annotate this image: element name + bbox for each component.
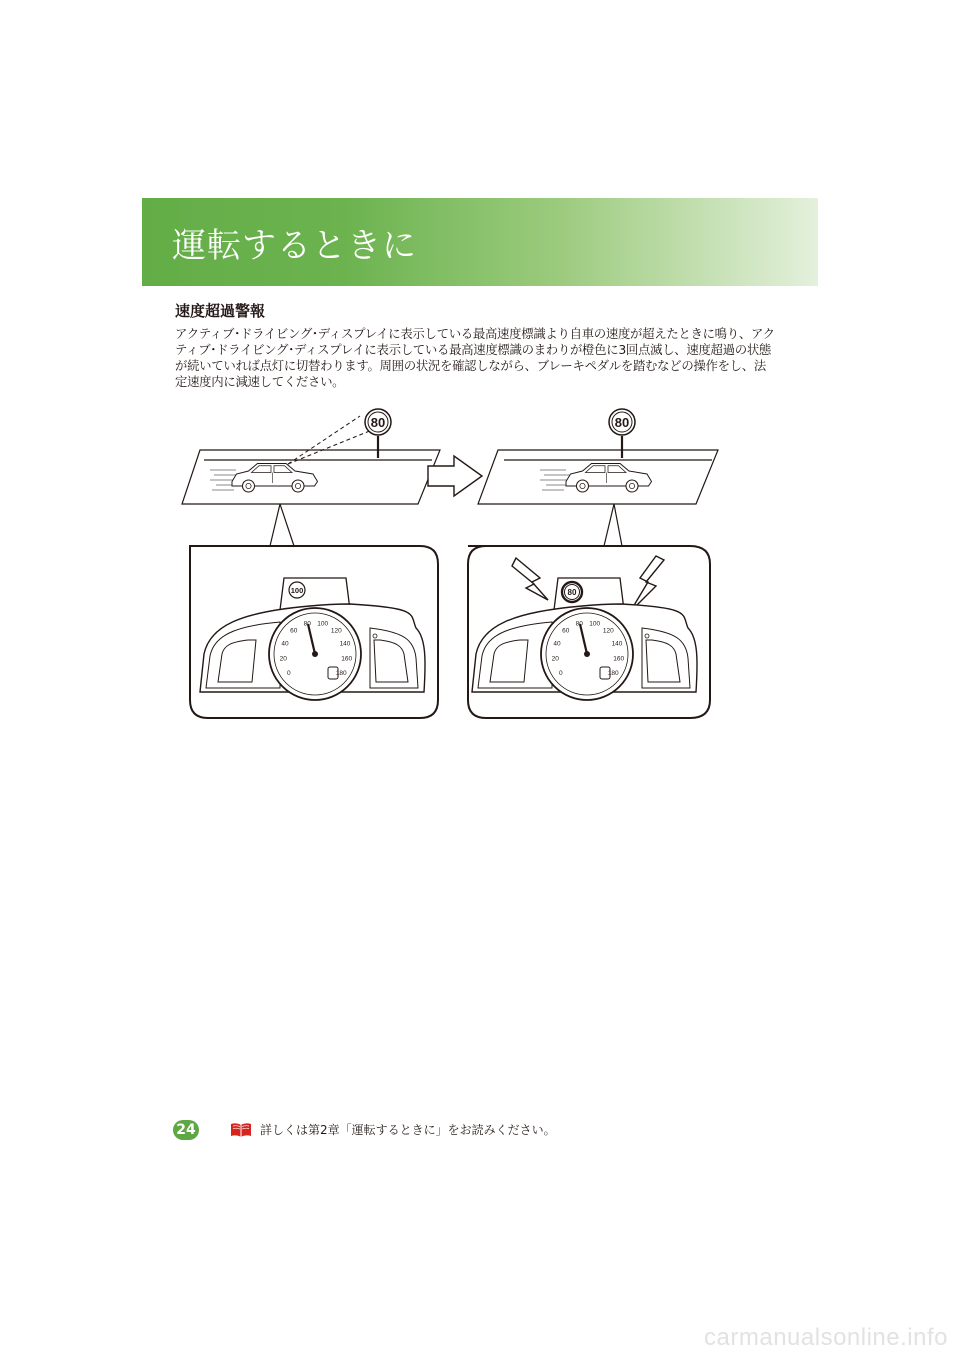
- speedometer-tick-label: 20: [551, 655, 559, 663]
- speedometer-tick-label: 100: [589, 620, 601, 628]
- road-sign-text-after: 80: [614, 415, 630, 430]
- chapter-title: 運転するときに: [172, 226, 417, 266]
- speedometer-tick-label: 180: [335, 669, 347, 677]
- speedometer-tick-label: 80: [303, 620, 311, 628]
- road-scene-before: [182, 409, 440, 546]
- display-sign-text-before: 100: [290, 586, 304, 595]
- speedometer-tick-label: 120: [330, 627, 342, 635]
- road-sign-text: 80: [370, 415, 386, 430]
- watermark: carmanualsonline.info: [704, 1324, 948, 1351]
- speedometer-tick-label: 180: [607, 669, 619, 677]
- chapter-header-band: [142, 198, 818, 286]
- speedometer-tick-label: 160: [613, 655, 625, 663]
- speedometer-tick-label: 0: [558, 669, 563, 677]
- speedometer-tick-label: 0: [286, 669, 291, 677]
- arrow-right-icon: [428, 456, 482, 496]
- speedometer-tick-label: 60: [562, 627, 570, 635]
- speedometer-tick-label: 160: [341, 655, 353, 663]
- section-body-text: アクティブ･ドライビング･ディスプレイに表示している最高速度標識より自車の速度が超えたときに鳴り、アクティブ･ドライビング･ディスプレイに表示している最高速度標識のまわりが橙色に3回点滅し、速度超過の状態が続いていれば点灯に切替わります。周囲の状況を確認しながら、ブレーキペダルを踏むなどの操作をし、法定速度内に減速してください。: [175, 326, 775, 389]
- section-heading: 速度超過警報: [175, 302, 266, 320]
- speed-warning-illustration: [170, 400, 750, 730]
- speedometer-tick-label: 140: [611, 640, 623, 648]
- speedometer-tick-label: 40: [281, 640, 289, 648]
- speedometer-tick-label: 20: [279, 655, 287, 663]
- road-sign-icon: [609, 409, 635, 435]
- page-number: 24: [173, 1120, 199, 1140]
- road-sign-icon: [365, 409, 391, 435]
- speedometer-tick-label: 40: [553, 640, 561, 648]
- speedometer-tick-label: 100: [317, 620, 329, 628]
- book-icon: [230, 1122, 252, 1138]
- instrument-panel-before: [190, 546, 438, 718]
- display-sign-text-after: 80: [567, 588, 577, 597]
- instrument-panel-after: [468, 546, 710, 718]
- speedometer-tick-label: 120: [602, 627, 614, 635]
- speedometer-tick-label: 60: [290, 627, 298, 635]
- road-scene-after: [478, 409, 718, 546]
- footer-reference: [230, 1121, 556, 1138]
- footer-reference-text: 詳しくは第2章「運転するときに」をお読みください。: [260, 1123, 556, 1137]
- speedometer-tick-label: 140: [339, 640, 351, 648]
- speedometer-tick-label: 80: [575, 620, 583, 628]
